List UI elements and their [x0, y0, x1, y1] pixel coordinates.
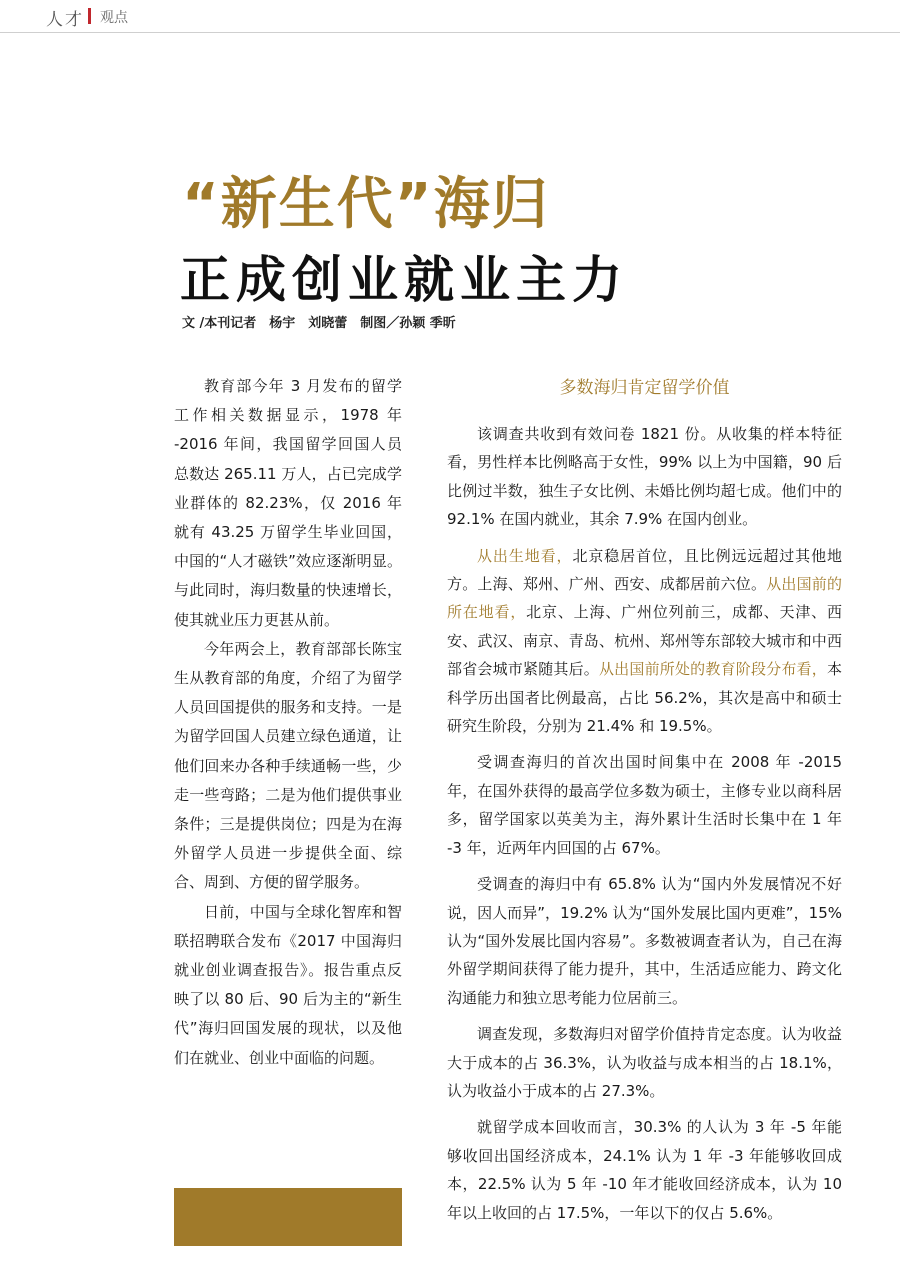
article-title-line2: 正成创业就业主力: [180, 251, 628, 309]
highlight-birthplace: 从出生地看，: [477, 546, 573, 565]
article-byline: 文 /本刊记者 杨宇 刘晓蕾 制图／孙颖 季昕: [182, 316, 456, 331]
right-paragraph-6: 就留学成本回收而言，30.3% 的人认为 3 年 -5 年能够收回出国经济成本，24.1% 认为 1 年 -3 年能够收回成本，22.5% 认为 5 年 -10 年才能收回经济成本，认为 10 年以上收回的占 17.5%，一年以下的仅占 5.6%。: [447, 1118, 842, 1222]
right-paragraph-5: 调查发现，多数海归对留学价值持肯定态度。认为收益大于成本的占 36.3%，认为收益与成本相当的占 18.1%，认为收益小于成本的占 27.3%。: [447, 1025, 842, 1100]
left-paragraph-3: 日前，中国与全球化智库和智联招聘联合发布《2017 中国海归就业创业调查报告》。报告重点反映了以 80 后、90 后为主的“新生代”海归回国发展的现状，以及他们在就业、创业中面临的问题。: [174, 902, 402, 1067]
location-text: 北京、上海、广州位列前三，成都、天津、西安、武汉、南京、青岛、杭州、郑州等东部较大城市和中西部省会城市紧随其后。: [447, 603, 842, 679]
right-paragraph-3: 受调查海归的首次出国时间集中在 2008 年 -2015 年，在国外获得的最高学位多数为硕士，主修专业以商科居多，留学国家以英美为主，海外累计生活时长集中在 1 年 -3 年，近两年内回国的占 67%。: [447, 753, 842, 857]
article-title-line1: “新生代”海归: [182, 172, 550, 237]
section-name: 人才: [46, 10, 84, 30]
header-divider-bar: [88, 8, 91, 24]
left-paragraph-1: 教育部今年 3 月发布的留学工作相关数据显示，1978 年 -2016 年间，我国留学回国人员总数达 265.11 万人，占已完成学业群体的 82.23%，仅 2016 年就有 43.25 万留学生毕业回国，中国的“人才磁铁”效应逐渐明显。与此同时，海归数量的快速增长，使其就业压力更甚从前。: [174, 377, 402, 629]
decorative-gold-block: [174, 1188, 402, 1246]
right-paragraph-2: [447, 542, 842, 741]
right-column: [447, 372, 842, 1227]
section-subheading: 多数海归肯定留学价值: [559, 378, 730, 398]
right-paragraph-1: 该调查共收到有效问卷 1821 份。从收集的样本特征看，男性样本比例略高于女性，99% 以上为中国籍，90 后比例过半数，独生子女比例、未婚比例均超七成。他们中的 92.1% 在国内就业，其余 7.9% 在国内创业。: [447, 425, 842, 529]
birthplace-text: 北京稳居首位，且比例远远超过其他地方。上海、郑州、广州、西安、成都居前六位。: [447, 546, 842, 594]
section-subtitle: 观点: [100, 10, 128, 26]
page-header: [0, 0, 900, 33]
highlight-location: 从出国前的所在地看，: [447, 575, 842, 622]
highlight-education: 从出国前所处的教育阶段分布看，: [598, 660, 827, 679]
education-text: 本科学历出国者比例最高，占比 56.2%，其次是高中和硕士研究生阶段，分别为 21.4% 和 19.5%。: [447, 660, 842, 736]
left-column: [174, 372, 402, 1073]
left-paragraph-2: 今年两会上，教育部部长陈宝生从教育部的角度，介绍了为留学人员回国提供的服务和支持。一是为留学回国人员建立绿色通道，让他们回来办各种手续通畅一些，少走一些弯路；二是为他们提供事业条件；三是提供岗位；四是为在海外留学人员进一步提供全面、综合、周到、方便的留学服务。: [174, 639, 402, 892]
right-paragraph-4: 受调查的海归中有 65.8% 认为“国内外发展情况不好说，因人而异”，19.2% 认为“国外发展比国内更难”，15% 认为“国外发展比国内容易”。多数被调查者认为，自己在海外留学期间获得了能力提升，其中，生活适应能力、跨文化沟通能力和独立思考能力位居前三。: [447, 875, 842, 1007]
